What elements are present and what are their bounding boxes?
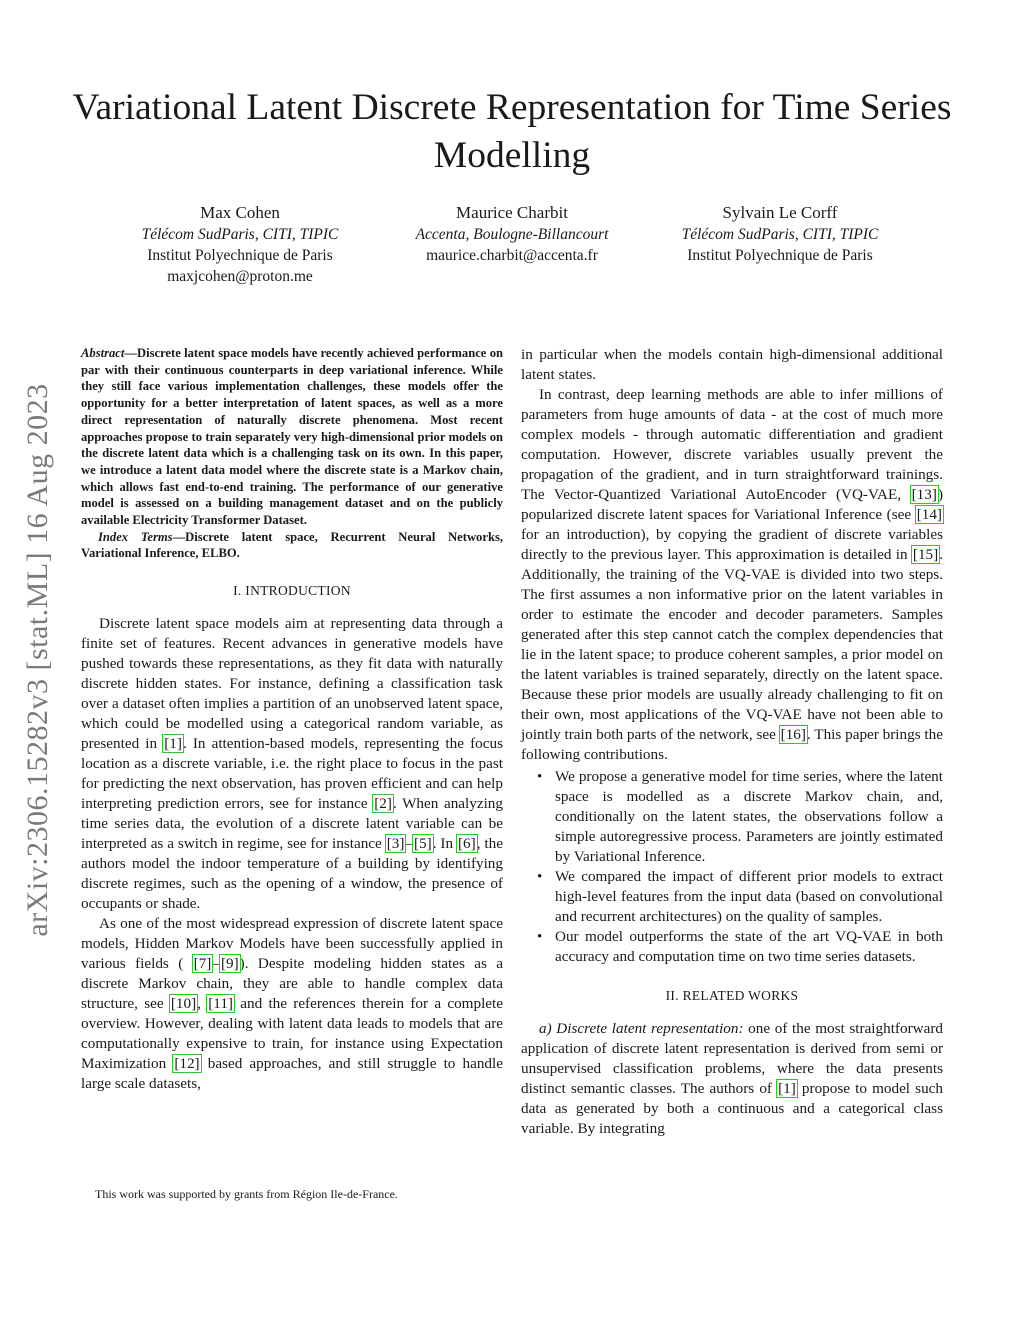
- citation-link[interactable]: [2]: [374, 795, 392, 813]
- author-institution: Institut Polyechnique de Paris: [147, 247, 333, 264]
- citation-link[interactable]: [15]: [912, 546, 939, 563]
- arxiv-identifier: arXiv:2306.15282v3 [stat.ML] 16 Aug 2023: [21, 383, 54, 937]
- citation-link[interactable]: [12]: [174, 1055, 200, 1073]
- abstract: [81, 345, 503, 529]
- text-span: , the authors model the indoor temperature of a building by identifying discrete regimes, such as the opening of a window, the presence of occupants or shade.: [81, 835, 503, 913]
- citation-link[interactable]: [7]: [193, 955, 212, 973]
- author-2: [357, 202, 667, 266]
- section-title-initial: R: [682, 988, 692, 1003]
- paper-title: Variational Latent Discrete Representation for Time Series Modelling: [72, 87, 952, 176]
- text-span: . In: [432, 835, 457, 853]
- section-heading-introduction: [81, 581, 503, 601]
- section-number: I.: [233, 583, 242, 599]
- section-number: II.: [665, 988, 679, 1003]
- left-column: [81, 345, 503, 1094]
- subsection-heading: a) Discrete latent representation:: [539, 1020, 744, 1037]
- text-span: . In attention-based models, representing the focus location as a discrete variable, i.e. the right place to focus in the past for predicting the next observation, has proven efficient and can help interpreting prediction errors, see for instance: [81, 735, 503, 813]
- citation-link[interactable]: [16]: [780, 726, 806, 743]
- intro-paragraph-2: [81, 914, 503, 1094]
- citation-link[interactable]: [5]: [414, 835, 432, 853]
- intro-continuation: in particular when the models contain high-dimensional additional latent states.: [521, 346, 943, 383]
- section-title-rest: ELATED WORKS: [691, 988, 799, 1003]
- citation-link[interactable]: [9]: [220, 955, 239, 973]
- author-1: [85, 202, 395, 287]
- citation-link[interactable]: [1]: [164, 735, 182, 753]
- author-affiliation: Télécom SudParis, CITI, TIPIC: [141, 226, 339, 243]
- abstract-label: Abstract: [81, 346, 125, 360]
- abstract-text: —Discrete latent space models have recently achieved performance on par with their continuous counterparts in deep variational inference. While they still face various implementation challenges, these models offer the opportunity for a better interpretation of latent spaces, as well as a more direct representation of naturally discrete phenomena. Most recent approaches propose to train separately very high-dimensional prior models on the discrete latent data which is a challenging task on its own. In this paper, we introduce a latent data model where the discrete state is a Markov chain, which allows fast end-to-end training. The performance of our generative model is assessed on a building management dataset and on the publicly available Electricity Transformer Dataset.: [81, 346, 503, 528]
- text-span: –: [212, 955, 220, 973]
- right-column: [521, 345, 943, 1139]
- list-item: • Our model outperforms the state of the art VQ-VAE in both accuracy and computation time on two time series datasets.: [521, 927, 943, 967]
- index-terms-text: —Discrete latent space, Recurrent Neural Networks, Variational Inference, ELBO.: [81, 529, 503, 561]
- section-title-initial: I: [245, 583, 251, 599]
- text-span: . Additionally, the training of the VQ-VAE is divided into two steps. The first assumes a non informative prior on the latent variables in order to estimate the encoder and decoder parameters. Samples generated after this step cannot catch the complex dependencies that lie in the latent space; to produce coherent samples, a prior model on the latent variables is trained separately, directly on the latent space. Because these prior models are usually already challenging to fit on their own, most applications of the VQ-VAE have not been able to jointly train both parts of the network, see: [521, 546, 943, 743]
- footnote: This work was supported by grants from Région Ile-de-France.: [95, 1187, 398, 1201]
- author-email: maxjcohen@proton.me: [167, 268, 313, 285]
- arxiv-sidebar: [8, 340, 68, 980]
- text-span: based approaches, and still struggle to handle large scale datasets,: [81, 1055, 503, 1093]
- text-span: for an introduction), by copying the gradient of discrete variables directly to the previous layer. This approximation is detailed in: [521, 526, 943, 563]
- text-span: ) popularized discrete latent spaces for Variational Inference (see: [521, 486, 943, 523]
- author-affiliation: Accenta, Boulogne-Billancourt: [415, 226, 609, 243]
- text-span: ). Despite modeling hidden states as a discrete Markov chain, they are able to handle complex data structure, see: [81, 955, 503, 1013]
- text-span: Discrete latent space models aim at representing data through a finite set of features. Recent advances in generative models have pushed towards these representations, as they fit data with naturally discrete hidden states. For instance, defining a classification task over a dataset often implies a partition of an unobserved latent space, which could be modelled using a categorical random variable, as presented in: [81, 615, 503, 753]
- author-institution: Institut Polyechnique de Paris: [687, 247, 873, 264]
- index-terms: [81, 529, 503, 562]
- citation-link[interactable]: [14]: [916, 506, 942, 523]
- author-name: Maurice Charbit: [456, 203, 568, 222]
- text-span: . When analyzing time series data, the evolution of a discrete latent variable can be interpreted as a switch in regime, see for instance: [81, 795, 503, 853]
- text-span: and the references therein for a complete overview. However, dealing with latent data leads to models that are computationally expensive to train, for instance using Expectation Maximization: [81, 995, 503, 1073]
- text-span: propose to model such data as generated by both a continuous and a categorical class variable. By integrating: [521, 1080, 943, 1137]
- author-name: Max Cohen: [200, 203, 280, 222]
- text-span: In contrast, deep learning methods are able to infer millions of parameters from huge amounts of data - at the cost of much more complex models - through automatic differentiation and gradient computation. However, discrete variables usually prevent the propagation of the gradient, and in turn straightforward trainings. The Vector-Quantized Variational AutoEncoder (VQ-VAE,: [521, 386, 943, 503]
- section-heading-related-works: [521, 986, 943, 1006]
- text-span: . This paper brings the following contributions.: [521, 726, 943, 763]
- related-works-paragraph: [521, 1019, 943, 1139]
- text-span: one of the most straightforward application of discrete latent representation is derived from semi or unsupervised classification problems, where the data presents distinct semantic classes. The authors of: [521, 1020, 944, 1097]
- author-affiliation: Télécom SudParis, CITI, TIPIC: [681, 226, 879, 243]
- citation-link[interactable]: [10]: [170, 995, 197, 1013]
- citation-link[interactable]: [3]: [386, 835, 405, 853]
- citation-link[interactable]: [6]: [458, 835, 476, 853]
- list-item: • We propose a generative model for time series, where the latent space is modelled as a discrete Markov chain, and, conditionally on the latent states, the observations follow a simple autoregressive process. Parameters are jointly estimated by Variational Inference.: [521, 767, 943, 867]
- text-span: As one of the most widespread expression of discrete latent space models, Hidden Markov Models have been successfully applied in various fields (: [81, 915, 503, 973]
- citation-link[interactable]: [11]: [208, 995, 233, 1013]
- contributions-list: [521, 767, 943, 967]
- citation-link[interactable]: [13]: [911, 486, 937, 503]
- author-email: maurice.charbit@accenta.fr: [426, 247, 598, 264]
- section-title-rest: NTRODUCTION: [250, 583, 351, 599]
- text-span: –: [405, 835, 413, 853]
- list-item: • We compared the impact of different prior models to extract high-level features from the input data (based on convolutional and recurrent architectures) on the quality of samples.: [521, 867, 943, 927]
- intro-paragraph-1: [81, 614, 503, 914]
- author-3: [625, 202, 935, 266]
- index-terms-label: Index Terms: [98, 529, 173, 544]
- intro-paragraph-3: [521, 385, 943, 765]
- author-name: Sylvain Le Corff: [722, 203, 838, 222]
- text-span: ,: [197, 995, 208, 1013]
- citation-link[interactable]: [1]: [778, 1080, 796, 1097]
